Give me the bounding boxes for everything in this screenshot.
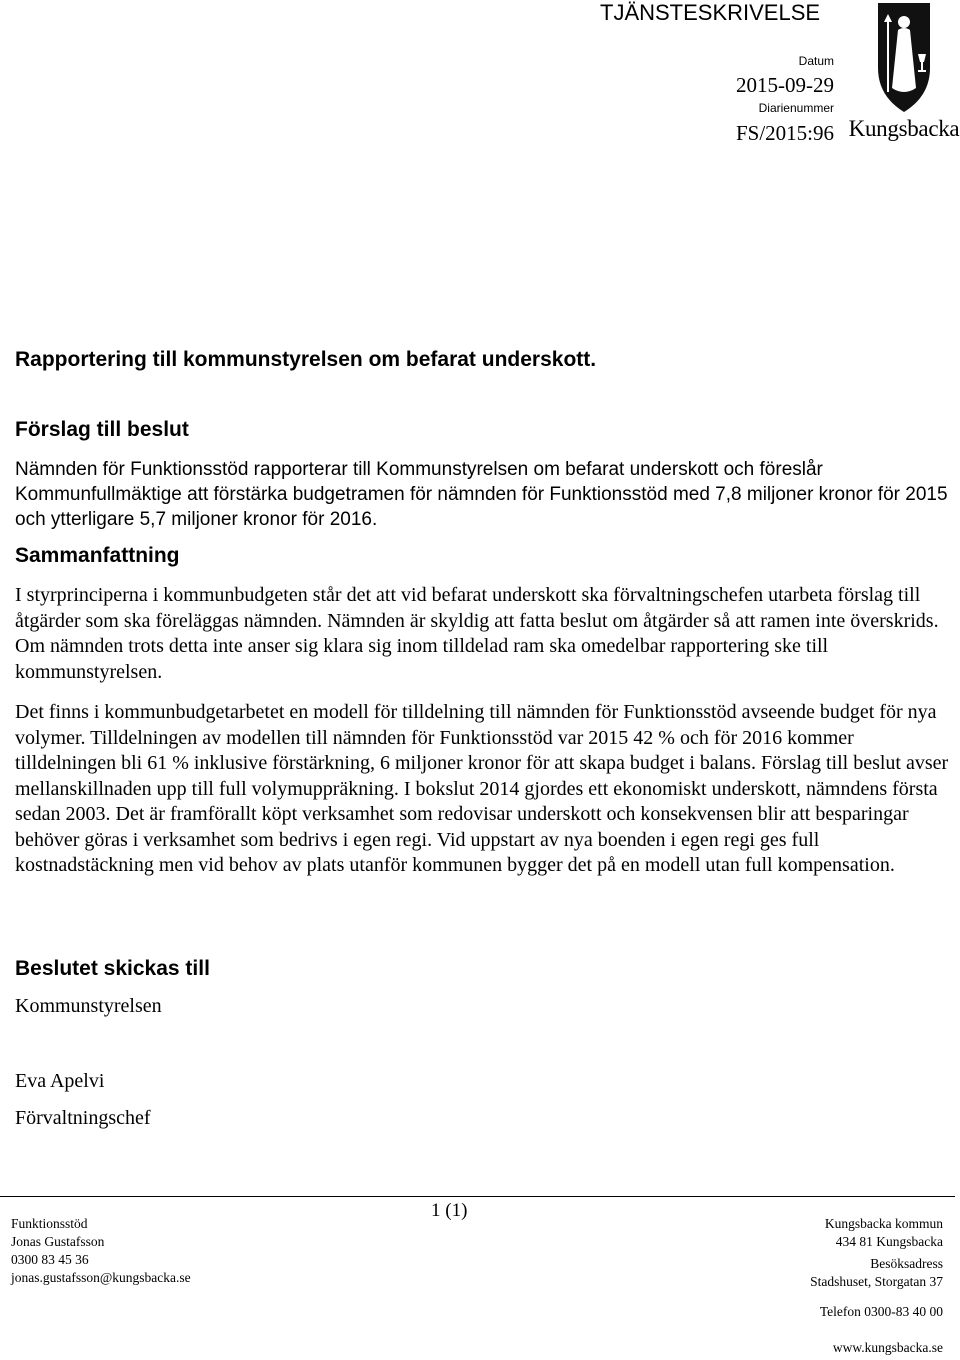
summary-paragraph-2: Det finns i kommunbudgetarbetet en modell för tilldelning till nämnden för Funktionsstöd avseende budget för nya volymer. Tilldelningen av modellen till nämnden för Funktionsstöd var 2015 42 % och för 2016 kommer tilldelningen bli 61 % inklusive förstärkning, 6 miljoner kronor för att skapa budget i balans. Förslag till beslut avser mellanskillnaden upp till full volymuppräkning. I bokslut 2014 gjordes ett ekonomiskt underskott, nämndens första sedan 2003. Det är framförallt köpt verksamhet som redovisar underskott och konsekvensen blir att besparingar behöver göras i verksamhet som bedrivs i egen regi. Vid uppstart av nya boenden i egen regi ges full kostnadstäckning men vid behov av plats utanför kommunen bygger det på en modell utan full kompensation. [15,701,949,876]
page-number: 1 (1) [431,1200,468,1221]
footer-person: Jonas Gustafsson [11,1234,105,1249]
proposal-text: Nämnden för Funktionsstöd rapporterar till Kommunstyrelsen om befarat underskott och föreslår Kommunfullmäktige att förstärka budgetramen för nämnden för Funktionsstöd med 7,8 miljoner kronor för 2015 och ytterligare 5,7 miljoner kronor för 2016. [15,459,948,530]
document-title: Rapportering till kommunstyrelsen om befarat underskott. [15,348,597,371]
logo-wordmark: Kungsbacka [848,116,960,141]
date-label: Datum [798,54,834,68]
footer-org-name: Kungsbacka kommun [824,1216,943,1231]
decision-sent-heading: Beslutet skickas till [15,957,210,980]
diary-label: Diarienummer [758,101,834,115]
proposal-heading: Förslag till beslut [15,418,189,441]
footer-postal-address: 434 81 Kungsbacka [835,1234,943,1249]
footer-telephone: Telefon 0300-83 40 00 [819,1304,943,1319]
date-value: 2015-09-29 [736,73,834,97]
footer-organization [810,1215,943,1357]
kungsbacka-logo [848,0,960,150]
diary-value: FS/2015:96 [735,121,834,145]
signature-name: Eva Apelvi [15,1070,105,1092]
footer-unit: Funktionsstöd [11,1216,88,1231]
footer-website: www.kungsbacka.se [832,1340,943,1355]
document-type: TJÄNSTESKRIVELSE [600,0,821,25]
summary-paragraph-1: I styrprinciperna i kommunbudgeten står det att vid befarat underskott ska förvaltningschefen utarbeta förslag till åtgärder som ska föreläggas nämnden. Nämnden är skyldig att fatta beslut om åtgärder så att ramen inte överskrids. Om nämnden trots detta inte anser sig klara sig inom tilldelad ram ska omedelbar rapportering ske till kommunstyrelsen. [15,584,939,683]
summary-heading: Sammanfattning [15,544,180,567]
footer-email: jonas.gustafsson@kungsbacka.se [11,1270,191,1285]
footer-visit-address: Stadshuset, Storgatan 37 [810,1274,943,1289]
decision-recipient: Kommunstyrelsen [15,995,162,1017]
footer-visit-label: Besöksadress [870,1256,943,1271]
footer-divider [0,1196,955,1197]
coat-of-arms-icon [848,0,960,116]
footer-contact [11,1215,191,1287]
signature-role: Förvaltningschef [15,1107,151,1129]
footer-phone: 0300 83 45 36 [11,1252,89,1267]
